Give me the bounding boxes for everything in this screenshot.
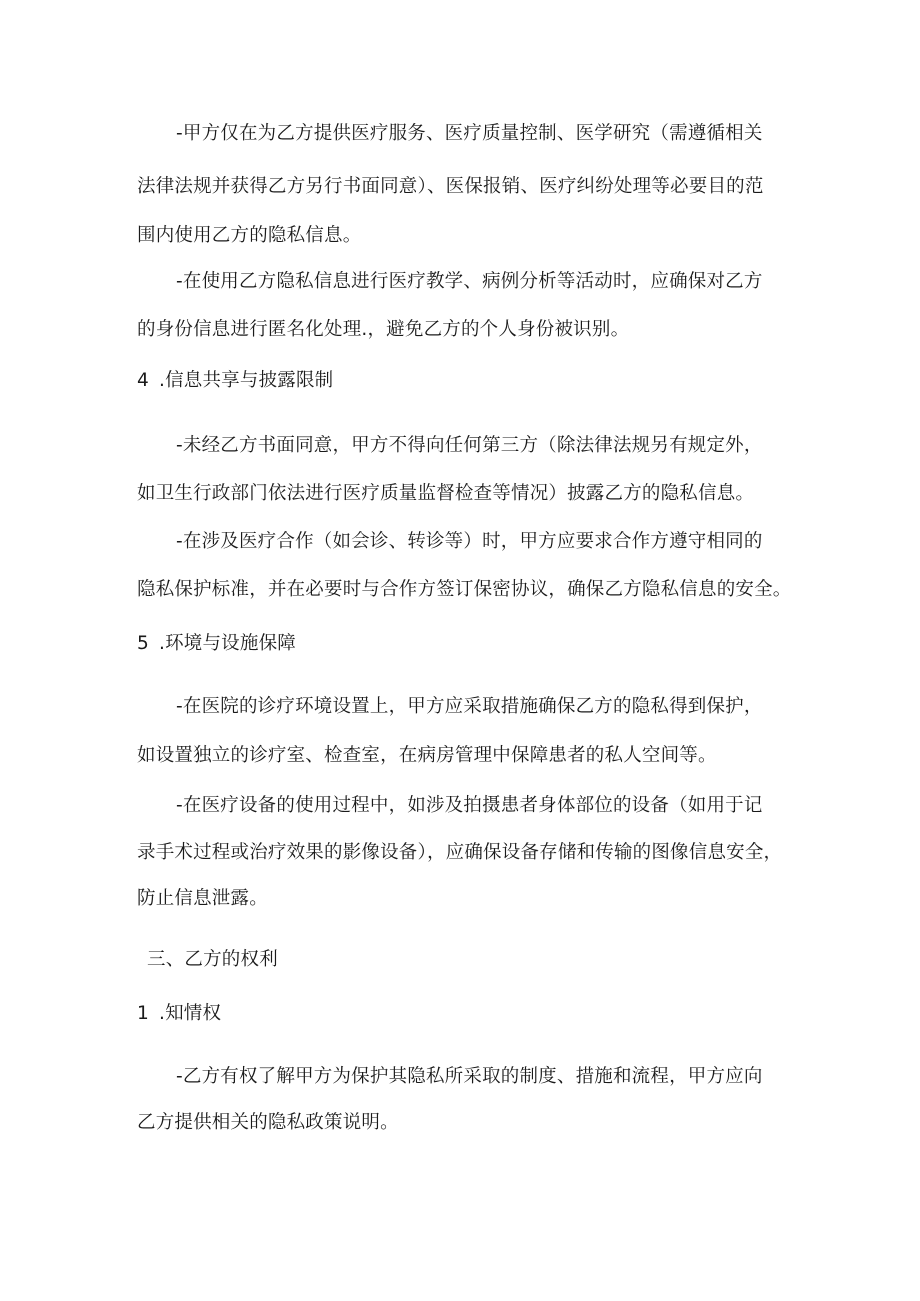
paragraph-line: 隐私保护标准，并在必要时与合作方签订保密协议，确保乙方隐私信息的安全。 <box>137 579 792 600</box>
paragraph-line: 乙方提供相关的隐私政策说明。 <box>137 1112 399 1133</box>
paragraph-line: -在医院的诊疗环境设置上，甲方应采取措施确保乙方的隐私得到保护， <box>176 696 763 717</box>
paragraph-line: 围内使用乙方的隐私信息。 <box>137 225 362 246</box>
heading-number: 4 <box>137 370 149 391</box>
heading-text: .知情权 <box>159 1003 222 1024</box>
heading-number: 1 <box>137 1003 149 1024</box>
section-heading <box>137 632 787 656</box>
paragraph-line: 录手术过程或治疗效果的影像设备），应确保设备存储和传输的图像信息安全， <box>137 842 783 863</box>
heading-text: .环境与设施保障 <box>159 633 296 654</box>
chapter-heading: 三、乙方的权利 <box>147 949 278 970</box>
paragraph-line: -在使用乙方隐私信息进行医疗教学、病例分析等活动时，应确保对乙方 <box>176 271 763 292</box>
paragraph-line: 如卫生行政部门依法进行医疗质量监督检查等情况）披露乙方的隐私信息。 <box>137 483 755 504</box>
heading-number: 5 <box>137 633 149 654</box>
paragraph-line: 如设置独立的诊疗室、检查室，在病房管理中保障患者的私人空间等。 <box>137 745 717 766</box>
paragraph-line: -未经乙方书面同意，甲方不得向任何第三方（除法律法规另有规定外， <box>176 435 763 456</box>
section-heading <box>137 1002 787 1026</box>
paragraph-line: -甲方仅在为乙方提供医疗服务、医疗质量控制、医学研究（需遵循相关 <box>176 123 763 144</box>
heading-text: .信息共享与披露限制 <box>159 370 334 391</box>
section-heading <box>137 369 787 393</box>
paragraph-line: -乙方有权了解甲方为保护其隐私所采取的制度、措施和流程，甲方应向 <box>176 1066 763 1087</box>
paragraph-line: 的身份信息进行匿名化处理.，避免乙方的个人身份被识别。 <box>137 319 630 340</box>
paragraph-line: 法律法规并获得乙方另行书面同意）、医保报销、医疗纠纷处理等必要目的范 <box>137 176 764 197</box>
paragraph-line: -在医疗设备的使用过程中，如涉及拍摄患者身体部位的设备（如用于记 <box>176 795 763 816</box>
paragraph-line: -在涉及医疗合作（如会诊、转诊等）时，甲方应要求合作方遵守相同的 <box>176 531 763 552</box>
paragraph-line: 防止信息泄露。 <box>137 888 268 909</box>
